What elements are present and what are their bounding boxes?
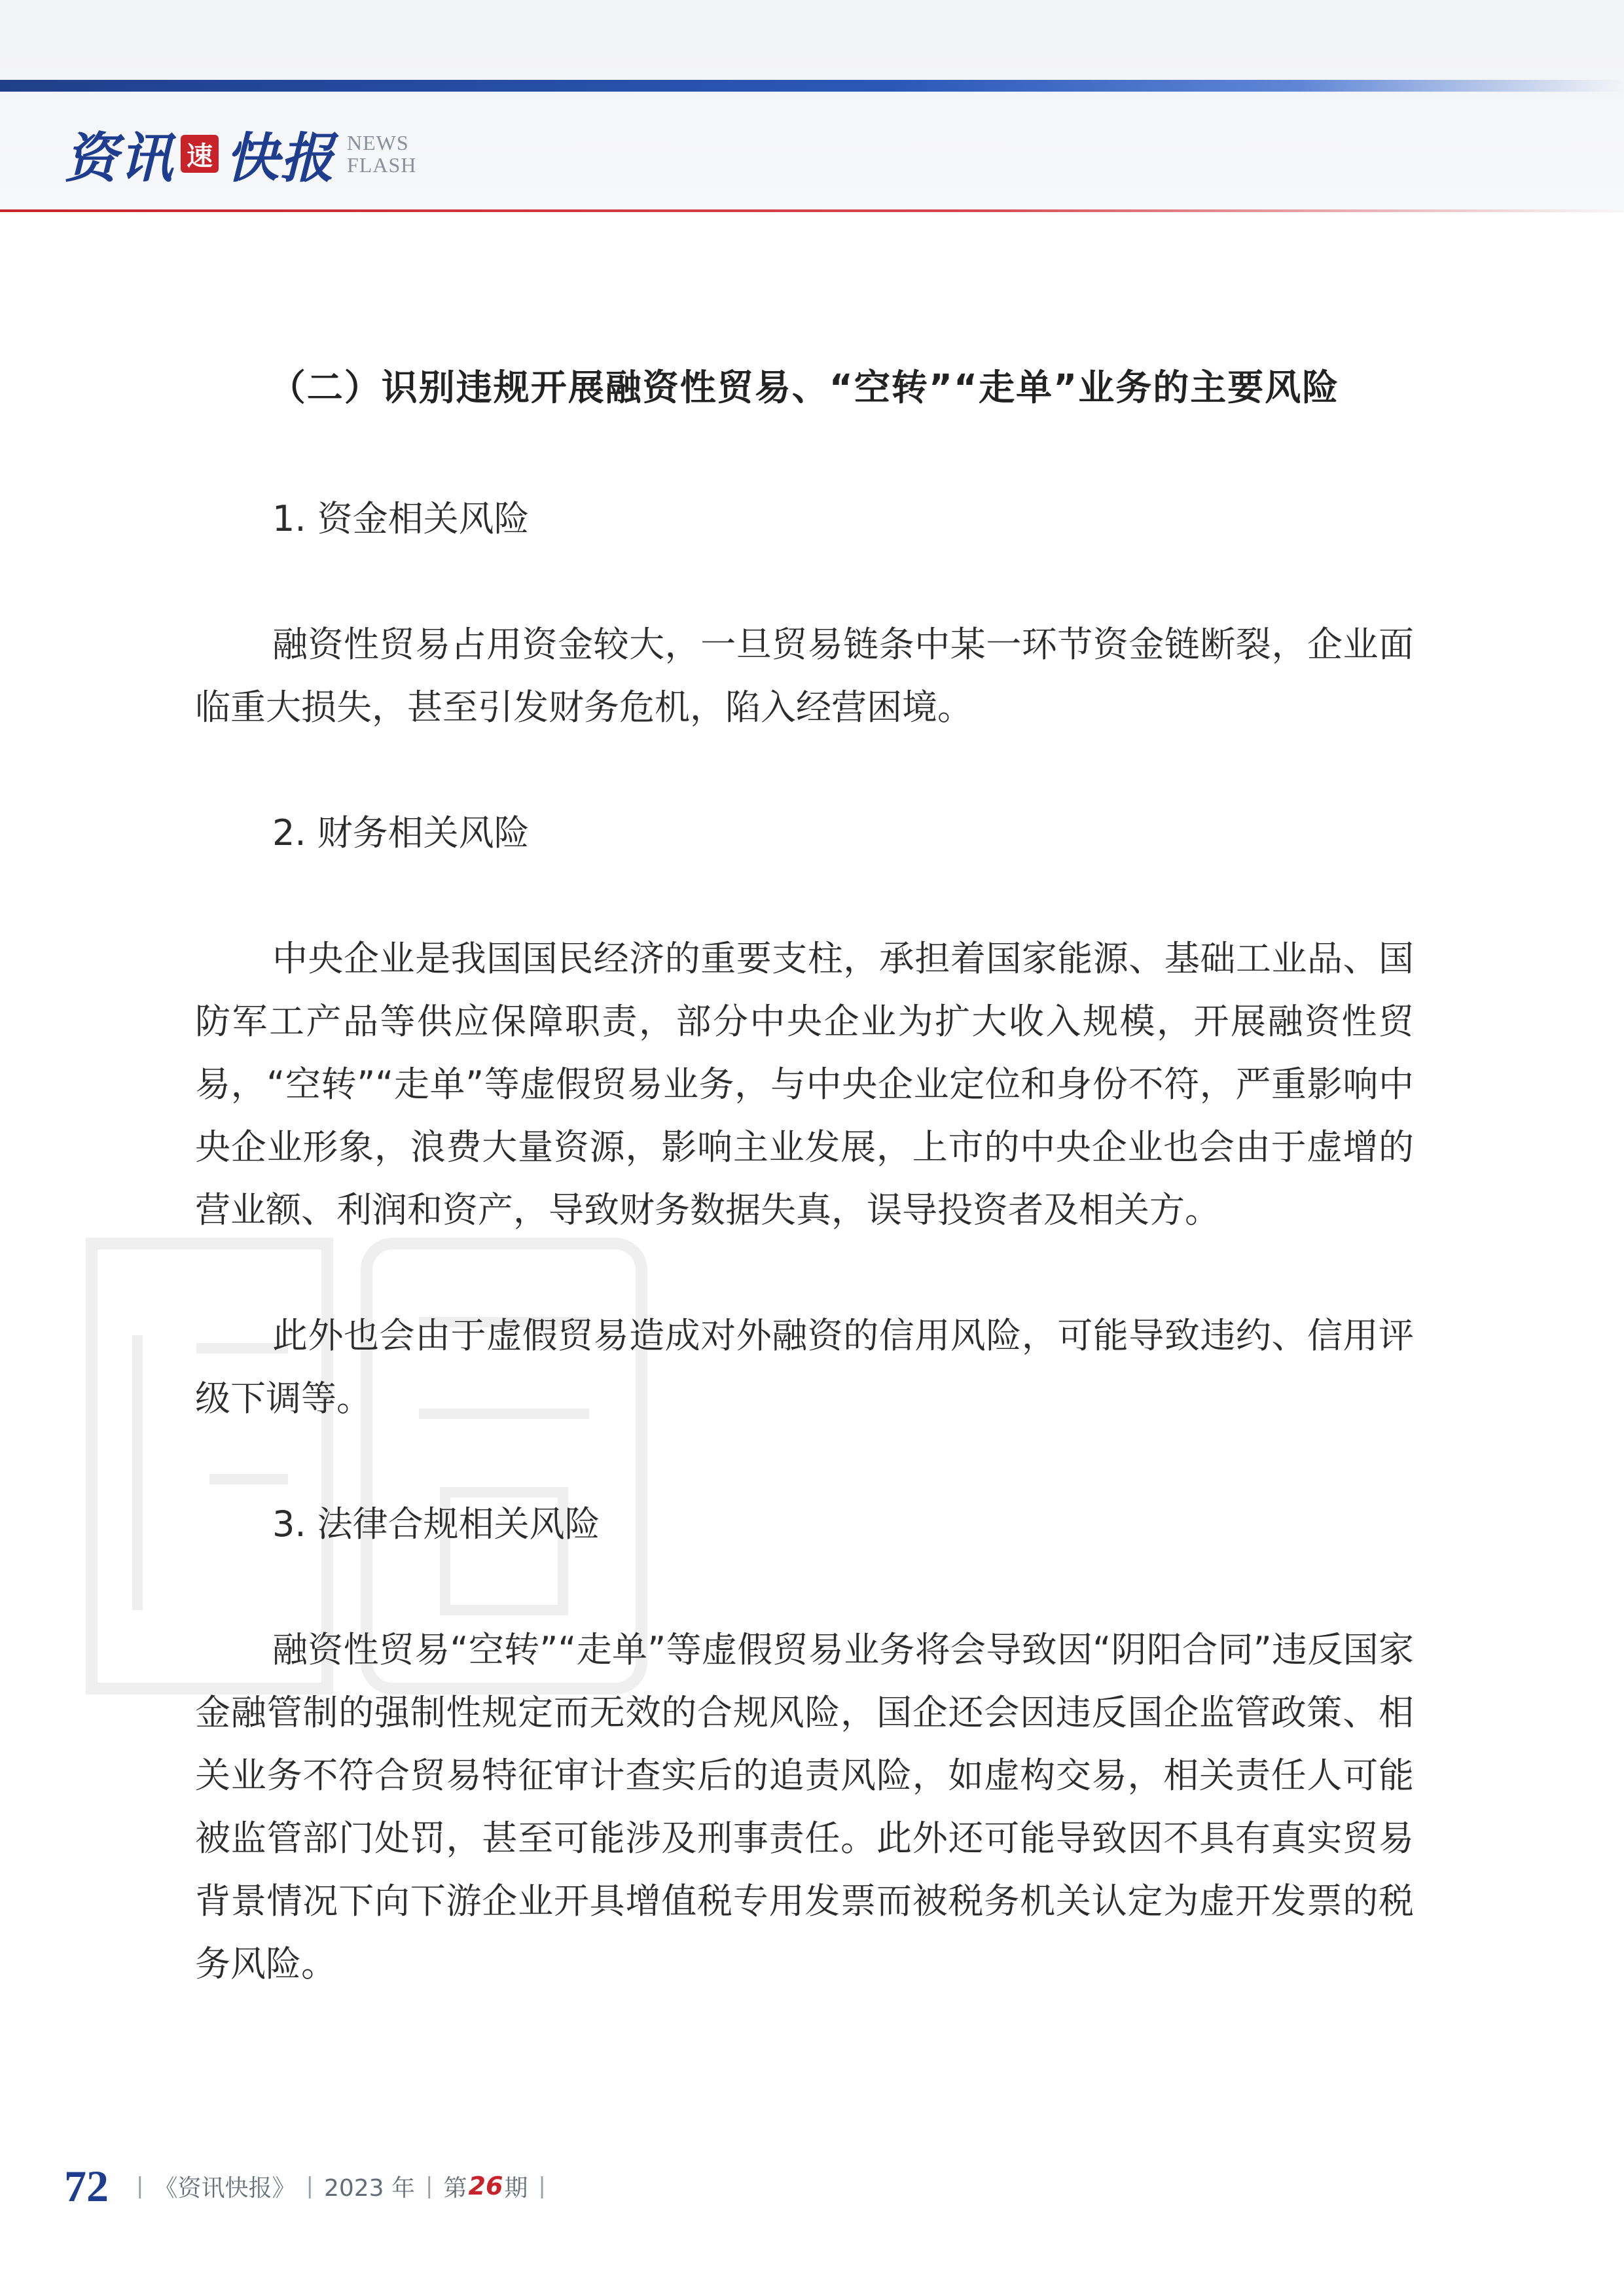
issue-prefix: 第 <box>443 2174 467 2202</box>
section-heading: （二）识别违规开展融资性贸易、“空转”“走单”业务的主要风险 <box>269 367 1340 408</box>
brand-title-left: 资讯 <box>64 126 174 190</box>
subsection-title-finance: 2. 财务相关风险 <box>272 812 530 853</box>
publication-name: 《资讯快报》 <box>154 2174 296 2202</box>
brand-seal-icon: 速 <box>181 135 219 173</box>
header-top-rule <box>0 80 1624 92</box>
brand-english-line1: NEWS <box>347 131 409 154</box>
footer-divider: | <box>306 2173 314 2199</box>
paragraph: 此外也会由于虚假贸易造成对外融资的信用风险，可能导致违约、信用评级下调等。 <box>195 1315 1414 1419</box>
publication-year: 2023 年 <box>323 2174 416 2202</box>
article-body <box>195 359 1414 2058</box>
issue-suffix: 期 <box>504 2174 528 2202</box>
paragraph: 中央企业是我国国民经济的重要支柱，承担着国家能源、基础工业品、国防军工产品等供应保障职责，部分中央企业为扩大收入规模，开展融资性贸易，“空转”“走单”等虚假贸易业务，与中央企业定位和身份不符，严重影响中央企业形象，浪费大量资源，影响主业发展，上市的中央企业也会由于虚增的营业额、利润和资产，导致财务数据失真，误导投资者及相关方。 <box>195 938 1414 1230</box>
brand-title-right: 快报 <box>225 126 335 190</box>
paragraph: 融资性贸易“空转”“走单”等虚假贸易业务将会导致因“阴阳合同”违反国家金融管制的强制性规定而无效的合规风险，国企还会因违反国企监管政策、相关业务不符合贸易特征审计查实后的追责风险，如虚构交易，相关责任人可能被监管部门处罚，甚至可能涉及刑事责任。此外还可能导致因不具有真实贸易背景情况下向下游企业开具增值税专用发票而被税务机关认定为虚开发票的税务风险。 <box>195 1629 1414 1984</box>
brand-english <box>347 132 416 176</box>
brand-logo <box>64 118 416 190</box>
subsection-title-legal: 3. 法律合规相关风险 <box>272 1503 600 1545</box>
page-footer <box>64 2159 556 2214</box>
footer-divider: | <box>538 2173 546 2199</box>
footer-divider: | <box>136 2173 144 2199</box>
header-bottom-rule <box>0 209 1624 212</box>
brand-english-line2: FLASH <box>347 153 417 177</box>
paragraph: 融资性贸易占用资金较大，一旦贸易链条中某一环节资金链断裂，企业面临重大损失，甚至引发财务危机，陷入经营困境。 <box>195 624 1414 728</box>
footer-divider: | <box>425 2173 433 2199</box>
subsection-title-funds: 1. 资金相关风险 <box>272 498 530 539</box>
issue-number: 26 <box>468 2172 503 2200</box>
page-number: 72 <box>64 2161 109 2211</box>
